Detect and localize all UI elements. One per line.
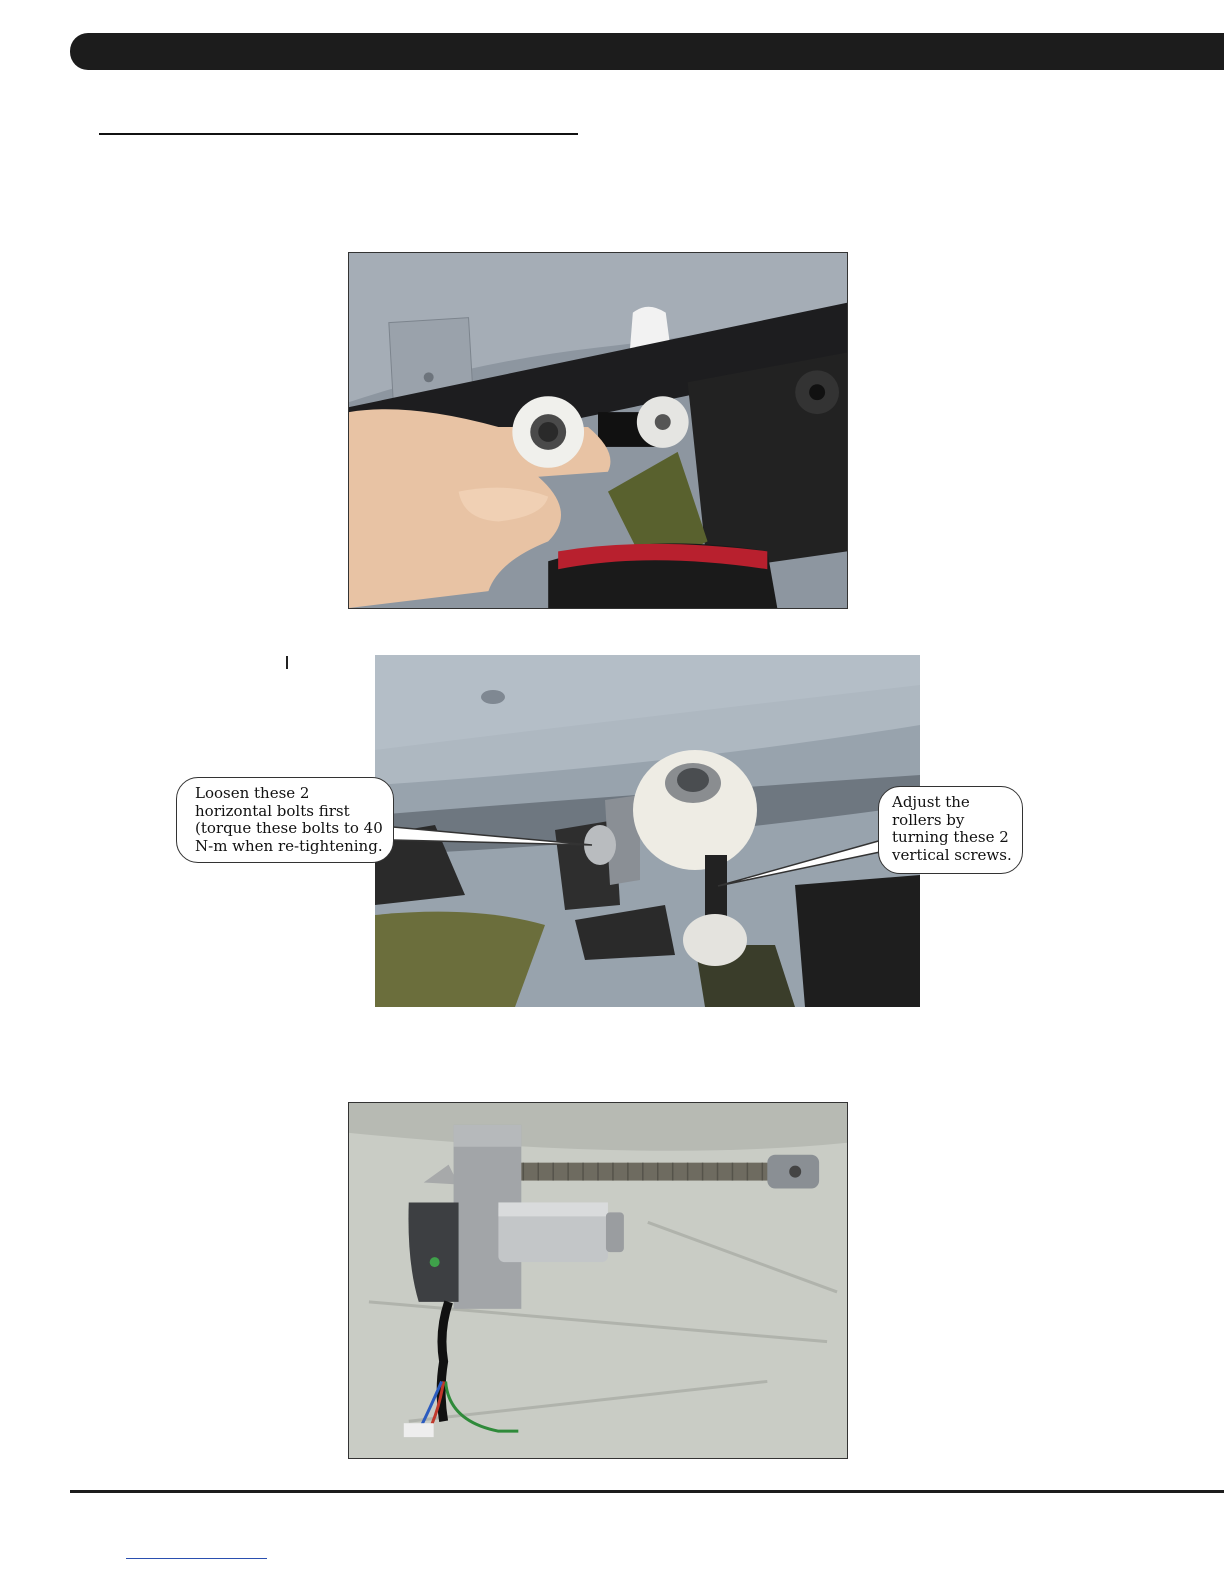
stray-mark (286, 656, 288, 669)
roller-bracket-photo (375, 655, 920, 1007)
header-bar (70, 33, 1224, 70)
footer-rule (70, 1490, 1224, 1493)
callout-left-line-2: horizontal bolts first (195, 801, 350, 820)
callout-right-line-1: Adjust the (892, 793, 970, 811)
callout-left-line-3: (torque these bolts to 40 (195, 819, 383, 837)
callout-left-line-4: N-m when re-tightening. (195, 836, 383, 855)
roller-hand-photo (348, 252, 848, 609)
footer-link-underline[interactable] (126, 1558, 267, 1559)
callout-adjust-rollers (878, 786, 1023, 874)
section-title-underline (99, 133, 578, 135)
callout-left-line-1: Loosen these 2 (195, 784, 310, 802)
callout-right-line-4: vertical screws. (892, 845, 1012, 864)
callout-right-line-3: turning these 2 (892, 828, 1009, 846)
lift-motor-photo (348, 1102, 848, 1459)
callout-right-line-2: rollers by (892, 810, 965, 829)
callout-loosen-bolts (176, 777, 394, 863)
